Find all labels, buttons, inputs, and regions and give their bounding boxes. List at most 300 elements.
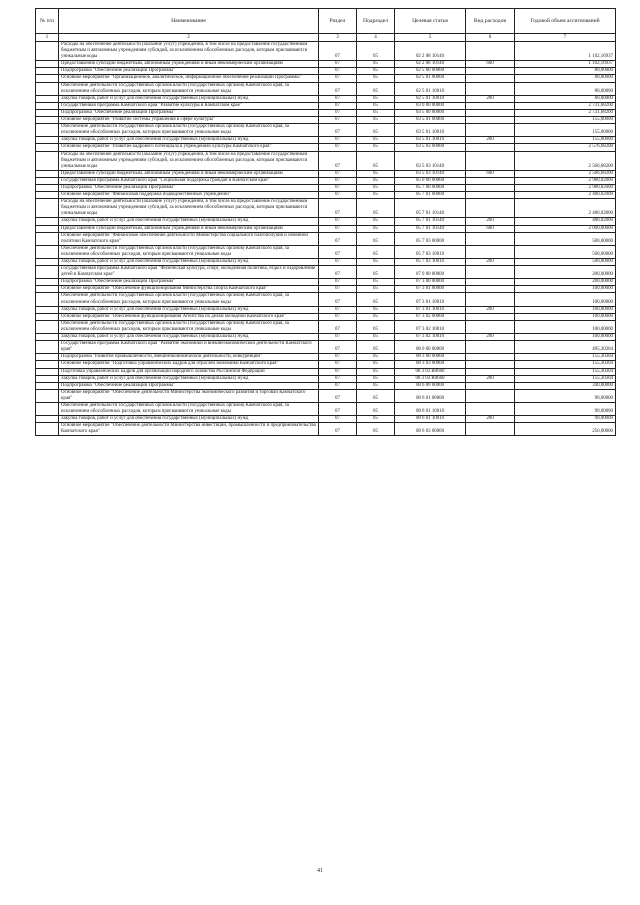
row-target-article-cell: 03 5 01 10010	[395, 137, 466, 144]
row-number-cell	[36, 382, 59, 389]
row-razdel-cell: 07	[319, 279, 357, 286]
row-razdel-cell: 07	[319, 320, 357, 333]
row-razdel-cell: 07	[319, 334, 357, 341]
row-podrazdel-cell: 05	[357, 95, 395, 102]
row-razdel-cell: 07	[319, 137, 357, 144]
row-target-article-cell: 05 7 03 00000	[395, 232, 466, 245]
row-expense-type-cell	[466, 144, 515, 151]
row-amount-cell: 2 566,68200	[515, 151, 616, 170]
row-razdel-cell: 07	[319, 68, 357, 75]
row-number-cell	[36, 266, 59, 279]
row-podrazdel-cell: 05	[357, 144, 395, 151]
column-number: 1	[36, 34, 59, 42]
column-number: 3	[319, 34, 357, 42]
table-row	[36, 95, 616, 102]
row-amount-cell: 100,00000	[515, 286, 616, 293]
row-target-article-cell: 08 6 01 10010	[395, 402, 466, 415]
table-row	[36, 266, 616, 279]
row-name-cell: Обеспечение деятельности государственных органов власти (государственных органов) Камчатского края, за исключением обособленных расходов, которым присваиваются уникальные коды	[59, 82, 319, 95]
row-expense-type-cell	[466, 192, 515, 199]
row-name-cell: Подпрограмма "Обеспечение реализации Программы"	[59, 184, 319, 191]
table-row	[36, 382, 616, 389]
row-target-article-cell: 02 2 08 10140	[395, 61, 466, 68]
row-name-cell: Основное мероприятие "Обеспечение функционирования Агентства по делам молодежи Камчатского края"	[59, 313, 319, 320]
row-razdel-cell: 07	[319, 341, 357, 354]
row-name-cell: Основное мероприятие "Финансовое обеспечение деятельности Министерства социального благополучия и семейной политики Камчатского края"	[59, 232, 319, 245]
row-razdel-cell: 07	[319, 124, 357, 137]
row-expense-type-cell	[466, 117, 515, 124]
row-number-cell	[36, 293, 59, 306]
row-amount-cell: 500,00000	[515, 259, 616, 266]
row-podrazdel-cell: 05	[357, 232, 395, 245]
row-expense-type-cell	[466, 423, 515, 436]
row-expense-type-cell	[466, 151, 515, 170]
row-name-cell: Расходы на обеспечение деятельности (оказание услуг) учреждений, в том числе на предоставление государственным бюджетным и автономным учреждениям субсидий, за исключением обособленных расходов, которым присваиваются уникальные коды	[59, 42, 319, 61]
table-row	[36, 423, 616, 436]
row-number-cell	[36, 199, 59, 218]
budget-allocation-table	[35, 8, 616, 436]
row-name-cell: Расходы на обеспечение деятельности (оказание услуг) учреждений, в том числе на предоставление государственным бюджетным и автономным учреждениям субсидий, за исключением обособленных расходов, которым присваиваются уникальные коды	[59, 151, 319, 170]
table-row	[36, 368, 616, 375]
row-name-cell: Основное мероприятие "Финансовая поддержка подведомственных учреждений"	[59, 192, 319, 199]
row-number-cell	[36, 102, 59, 109]
table-row	[36, 313, 616, 320]
row-podrazdel-cell: 05	[357, 245, 395, 258]
row-name-cell: Обеспечение деятельности государственных органов власти (государственных органов) Камчатского края, за исключением обособленных расходов, которым присваиваются уникальные коды	[59, 124, 319, 137]
row-podrazdel-cell: 05	[357, 117, 395, 124]
table-row	[36, 225, 616, 232]
row-expense-type-cell: 600	[466, 170, 515, 177]
row-podrazdel-cell: 05	[357, 306, 395, 313]
row-expense-type-cell: 200	[466, 375, 515, 382]
row-podrazdel-cell: 05	[357, 382, 395, 389]
table-row	[36, 232, 616, 245]
row-razdel-cell: 07	[319, 232, 357, 245]
row-expense-type-cell	[466, 320, 515, 333]
page-number: 41	[317, 868, 323, 874]
row-razdel-cell: 07	[319, 95, 357, 102]
row-target-article-cell: 08 3 03 R0660	[395, 375, 466, 382]
row-target-article-cell: 03 5 00 00000	[395, 109, 466, 116]
table-row	[36, 320, 616, 333]
column-number: 4	[357, 34, 395, 42]
row-podrazdel-cell: 05	[357, 68, 395, 75]
row-expense-type-cell	[466, 184, 515, 191]
row-target-article-cell: 05 7 01 00000	[395, 192, 466, 199]
row-name-cell: Предоставление субсидий бюджетным, автономным учреждениям и иным некоммерческим организациям	[59, 225, 319, 232]
row-razdel-cell: 07	[319, 313, 357, 320]
row-expense-type-cell: 200	[466, 95, 515, 102]
row-number-cell	[36, 416, 59, 423]
row-name-cell: Закупка товаров, работ и услуг для обеспечения государственных (муниципальных) нужд	[59, 375, 319, 382]
row-name-cell: Закупка товаров, работ и услуг для обеспечения государственных (муниципальных) нужд	[59, 137, 319, 144]
row-amount-cell: 155,30304	[515, 361, 616, 368]
row-number-cell	[36, 320, 59, 333]
row-number-cell	[36, 341, 59, 354]
row-name-cell: Подпрограмма "Обеспечение реализации Программы"	[59, 68, 319, 75]
row-podrazdel-cell: 05	[357, 42, 395, 61]
header-expense-type: Вид расходов	[466, 9, 515, 34]
row-number-cell	[36, 286, 59, 293]
row-expense-type-cell	[466, 354, 515, 361]
row-number-cell	[36, 124, 59, 137]
row-number-cell	[36, 402, 59, 415]
table-row	[36, 68, 616, 75]
row-podrazdel-cell: 05	[357, 170, 395, 177]
row-podrazdel-cell: 05	[357, 293, 395, 306]
row-expense-type-cell	[466, 75, 515, 82]
row-name-cell: Подпрограмма "Обеспечение реализации Программы"	[59, 109, 319, 116]
row-podrazdel-cell: 05	[357, 82, 395, 95]
row-number-cell	[36, 259, 59, 266]
column-number: 5	[395, 34, 466, 42]
row-expense-type-cell: 200	[466, 259, 515, 266]
row-name-cell: Государственная программа Камчатского края "Физическая культура, спорт, молодежная политика, отдых и оздоровление детей в Камчатском крае"	[59, 266, 319, 279]
table-row	[36, 42, 616, 61]
row-expense-type-cell	[466, 313, 515, 320]
row-amount-cell: 90,00000	[515, 402, 616, 415]
row-target-article-cell: 07 3 02 00000	[395, 313, 466, 320]
row-amount-cell: 80,00000	[515, 75, 616, 82]
row-target-article-cell: 08 6 03 00000	[395, 423, 466, 436]
row-podrazdel-cell: 05	[357, 313, 395, 320]
row-amount-cell: 100,00000	[515, 320, 616, 333]
row-number-cell	[36, 218, 59, 225]
row-amount-cell: 155,00000	[515, 137, 616, 144]
row-expense-type-cell	[466, 245, 515, 258]
column-number-row	[36, 34, 616, 42]
row-number-cell	[36, 245, 59, 258]
row-name-cell: Основное мероприятие "Обеспечение деятельности Министерства экономического развития и торговли Камчатского края"	[59, 389, 319, 402]
table-row	[36, 354, 616, 361]
row-razdel-cell: 07	[319, 293, 357, 306]
row-amount-cell: 480,02000	[515, 218, 616, 225]
header-razdel: Раздел	[319, 9, 357, 34]
row-razdel-cell: 07	[319, 423, 357, 436]
row-expense-type-cell	[466, 368, 515, 375]
row-number-cell	[36, 306, 59, 313]
row-razdel-cell: 07	[319, 170, 357, 177]
row-number-cell	[36, 225, 59, 232]
row-razdel-cell: 07	[319, 361, 357, 368]
row-amount-cell: 100,00000	[515, 313, 616, 320]
row-expense-type-cell: 200	[466, 416, 515, 423]
table-row	[36, 184, 616, 191]
row-target-article-cell: 02 2 08 10140	[395, 42, 466, 61]
table-row	[36, 117, 616, 124]
row-amount-cell: 250,00000	[515, 423, 616, 436]
row-number-cell	[36, 95, 59, 102]
table-row	[36, 361, 616, 368]
row-target-article-cell: 03 0 00 00000	[395, 102, 466, 109]
row-expense-type-cell	[466, 402, 515, 415]
row-podrazdel-cell: 05	[357, 102, 395, 109]
row-podrazdel-cell: 05	[357, 368, 395, 375]
row-target-article-cell: 03 5 01 10010	[395, 124, 466, 137]
row-podrazdel-cell: 05	[357, 61, 395, 68]
row-number-cell	[36, 313, 59, 320]
row-target-article-cell: 07 3 01 10010	[395, 306, 466, 313]
row-target-article-cell: 02 5 01 00000	[395, 75, 466, 82]
table-row	[36, 341, 616, 354]
row-expense-type-cell	[466, 124, 515, 137]
row-amount-cell: 200,00000	[515, 266, 616, 279]
row-target-article-cell: 03 5 01 00000	[395, 117, 466, 124]
row-number-cell	[36, 184, 59, 191]
row-expense-type-cell: 200	[466, 137, 515, 144]
table-body	[36, 42, 616, 436]
row-number-cell	[36, 137, 59, 144]
row-podrazdel-cell: 05	[357, 286, 395, 293]
table-row	[36, 144, 616, 151]
row-expense-type-cell	[466, 361, 515, 368]
row-podrazdel-cell: 05	[357, 75, 395, 82]
table-row	[36, 293, 616, 306]
row-target-article-cell: 08 6 00 00000	[395, 382, 466, 389]
row-target-article-cell: 02 5 01 10010	[395, 82, 466, 95]
table-header-row	[36, 9, 616, 34]
row-name-cell: Основное мероприятие "Организационное, аналитическое, информационное обеспечение реализации Программы"	[59, 75, 319, 82]
row-number-cell	[36, 144, 59, 151]
row-podrazdel-cell: 05	[357, 259, 395, 266]
column-number: 6	[466, 34, 515, 42]
row-name-cell: Подпрограмма "Развитие промышленности, внешнеэкономической деятельности, конкуренции"	[59, 354, 319, 361]
row-amount-cell: 100,00000	[515, 334, 616, 341]
row-target-article-cell: 05 7 01 10140	[395, 218, 466, 225]
row-razdel-cell: 07	[319, 354, 357, 361]
row-name-cell: Закупка товаров, работ и услуг для обеспечения государственных (муниципальных) нужд	[59, 306, 319, 313]
row-expense-type-cell	[466, 199, 515, 218]
row-podrazdel-cell: 05	[357, 151, 395, 170]
row-razdel-cell: 07	[319, 286, 357, 293]
row-name-cell: Основное мероприятие "Обеспечение функционирования Министерства спорта Камчатского края"	[59, 286, 319, 293]
table-row	[36, 124, 616, 137]
row-razdel-cell: 07	[319, 266, 357, 279]
row-amount-cell: 80,00000	[515, 95, 616, 102]
header-target-article: Целевая статья	[395, 9, 466, 34]
row-name-cell: Обеспечение деятельности государственных органов власти (государственных органов) Камчатского края, за исключением обособленных расходов, которым присваиваются уникальные коды	[59, 402, 319, 415]
row-podrazdel-cell: 05	[357, 279, 395, 286]
row-amount-cell: 2 980,02000	[515, 184, 616, 191]
row-number-cell	[36, 75, 59, 82]
row-amount-cell: 495,30304	[515, 341, 616, 354]
table-row	[36, 137, 616, 144]
row-number-cell	[36, 177, 59, 184]
table-row	[36, 75, 616, 82]
row-target-article-cell: 08 6 01 10010	[395, 416, 466, 423]
row-number-cell	[36, 170, 59, 177]
row-name-cell: Закупка товаров, работ и услуг для обеспечения государственных (муниципальных) нужд	[59, 95, 319, 102]
row-podrazdel-cell: 05	[357, 266, 395, 279]
row-podrazdel-cell: 05	[357, 389, 395, 402]
row-razdel-cell: 07	[319, 389, 357, 402]
row-podrazdel-cell: 05	[357, 184, 395, 191]
row-razdel-cell: 07	[319, 306, 357, 313]
row-razdel-cell: 07	[319, 184, 357, 191]
row-name-cell: Обеспечение деятельности государственных органов власти (государственных органов) Камчатского края, за исключением обособленных расходов, которым присваиваются уникальные коды	[59, 320, 319, 333]
row-amount-cell: 90,00000	[515, 389, 616, 402]
row-razdel-cell: 07	[319, 402, 357, 415]
row-expense-type-cell	[466, 286, 515, 293]
row-amount-cell: 340,00000	[515, 382, 616, 389]
row-expense-type-cell	[466, 102, 515, 109]
column-number: 7	[515, 34, 616, 42]
row-podrazdel-cell: 05	[357, 416, 395, 423]
row-podrazdel-cell: 05	[357, 124, 395, 137]
row-target-article-cell: 07 3 01 00000	[395, 286, 466, 293]
row-podrazdel-cell: 05	[357, 137, 395, 144]
table-row	[36, 375, 616, 382]
row-number-cell	[36, 232, 59, 245]
row-razdel-cell: 07	[319, 375, 357, 382]
row-razdel-cell: 07	[319, 177, 357, 184]
row-podrazdel-cell: 05	[357, 354, 395, 361]
table-row	[36, 82, 616, 95]
row-amount-cell: 2 576,68200	[515, 144, 616, 151]
row-name-cell: Обеспечение деятельности государственных органов власти (государственных органов) Камчатского края, за исключением обособленных расходов, которым присваиваются уникальные коды	[59, 245, 319, 258]
row-number-cell	[36, 279, 59, 286]
row-number-cell	[36, 354, 59, 361]
row-number-cell	[36, 192, 59, 199]
table-row	[36, 192, 616, 199]
row-name-cell: Основное мероприятие "Подготовка управленческих кадров для отраслей экономики Камчатского края"	[59, 361, 319, 368]
row-razdel-cell: 07	[319, 192, 357, 199]
row-razdel-cell: 07	[319, 75, 357, 82]
row-name-cell: Предоставление субсидий бюджетным, автономным учреждениям и иным некоммерческим организациям	[59, 61, 319, 68]
row-target-article-cell: 05 7 01 10140	[395, 225, 466, 232]
row-podrazdel-cell: 05	[357, 402, 395, 415]
row-expense-type-cell	[466, 42, 515, 61]
row-name-cell: Основное мероприятие "Обеспечение деятельности Министерства инвестиций, промышленности и предпринимательства Камчатского края"	[59, 423, 319, 436]
row-expense-type-cell: 200	[466, 218, 515, 225]
row-amount-cell: 2 480,02000	[515, 192, 616, 199]
row-name-cell: Подпрограмма "Обеспечение реализации Программы"	[59, 279, 319, 286]
row-razdel-cell: 07	[319, 368, 357, 375]
row-expense-type-cell	[466, 82, 515, 95]
row-name-cell: Государственная программа Камчатского края "Развитие экономики и внешнеэкономической деятельности Камчатского края"	[59, 341, 319, 354]
row-podrazdel-cell: 05	[357, 334, 395, 341]
row-name-cell: Закупка товаров, работ и услуг для обеспечения государственных (муниципальных) нужд	[59, 218, 319, 225]
table-row	[36, 109, 616, 116]
row-expense-type-cell	[466, 293, 515, 306]
row-expense-type-cell	[466, 109, 515, 116]
row-expense-type-cell	[466, 382, 515, 389]
row-target-article-cell: 03 5 03 10140	[395, 151, 466, 170]
row-razdel-cell: 07	[319, 199, 357, 218]
row-razdel-cell: 07	[319, 218, 357, 225]
table-row	[36, 151, 616, 170]
row-target-article-cell: 03 5 03 10140	[395, 170, 466, 177]
row-target-article-cell: 08 6 01 00000	[395, 389, 466, 402]
row-target-article-cell: 05 7 00 00000	[395, 184, 466, 191]
row-razdel-cell: 07	[319, 151, 357, 170]
row-target-article-cell: 05 7 03 10010	[395, 245, 466, 258]
row-name-cell: Подготовка управленческих кадров для организаций народного хозяйства Российской Федерации	[59, 368, 319, 375]
table-row	[36, 416, 616, 423]
row-razdel-cell: 07	[319, 225, 357, 232]
header-number: № п/п	[36, 9, 59, 34]
row-razdel-cell: 07	[319, 416, 357, 423]
row-name-cell: Закупка товаров, работ и услуг для обеспечения государственных (муниципальных) нужд	[59, 416, 319, 423]
table-row	[36, 218, 616, 225]
row-podrazdel-cell: 05	[357, 218, 395, 225]
row-amount-cell: 90,00000	[515, 416, 616, 423]
row-expense-type-cell: 200	[466, 334, 515, 341]
row-amount-cell: 100,00000	[515, 306, 616, 313]
row-podrazdel-cell: 05	[357, 320, 395, 333]
row-name-cell: Основное мероприятие "Развитие системы управления в сфере культуры"	[59, 117, 319, 124]
table-row	[36, 177, 616, 184]
table-row	[36, 334, 616, 341]
row-amount-cell: 200,00000	[515, 279, 616, 286]
table-row	[36, 170, 616, 177]
row-number-cell	[36, 368, 59, 375]
row-razdel-cell: 07	[319, 82, 357, 95]
table-row	[36, 286, 616, 293]
row-name-cell: Государственная программа Камчатского края "Социальная поддержка граждан в Камчатском крае"	[59, 177, 319, 184]
header-annual-amount: Годовой объем ассигнований	[515, 9, 616, 34]
table-row	[36, 402, 616, 415]
row-razdel-cell: 07	[319, 61, 357, 68]
row-name-cell: Обеспечение деятельности государственных органов власти (государственных органов) Камчатского края, за исключением обособленных расходов, которым присваиваются уникальные коды	[59, 293, 319, 306]
row-razdel-cell: 07	[319, 382, 357, 389]
row-target-article-cell: 07 3 02 10010	[395, 320, 466, 333]
row-podrazdel-cell: 05	[357, 225, 395, 232]
row-razdel-cell: 07	[319, 109, 357, 116]
row-podrazdel-cell: 05	[357, 109, 395, 116]
row-expense-type-cell	[466, 389, 515, 402]
table-row	[36, 245, 616, 258]
row-number-cell	[36, 151, 59, 170]
row-razdel-cell: 07	[319, 42, 357, 61]
table-row	[36, 259, 616, 266]
row-target-article-cell: 08 0 00 00000	[395, 341, 466, 354]
row-amount-cell: 1 102,16937	[515, 42, 616, 61]
row-podrazdel-cell: 05	[357, 192, 395, 199]
row-number-cell	[36, 361, 59, 368]
row-target-article-cell: 08 3 00 00000	[395, 354, 466, 361]
row-amount-cell: 155,30304	[515, 375, 616, 382]
row-target-article-cell: 07 3 01 10010	[395, 293, 466, 306]
row-amount-cell: 80,00000	[515, 68, 616, 75]
row-name-cell: Предоставление субсидий бюджетным, автономным учреждениям и иным некоммерческим организациям	[59, 170, 319, 177]
row-expense-type-cell	[466, 266, 515, 279]
row-razdel-cell: 07	[319, 117, 357, 124]
row-amount-cell: 80,00000	[515, 82, 616, 95]
row-podrazdel-cell: 05	[357, 375, 395, 382]
row-expense-type-cell	[466, 232, 515, 245]
row-number-cell	[36, 82, 59, 95]
row-podrazdel-cell: 05	[357, 341, 395, 354]
row-name-cell: Закупка товаров, работ и услуг для обеспечения государственных (муниципальных) нужд	[59, 259, 319, 266]
row-name-cell: Закупка товаров, работ и услуг для обеспечения государственных (муниципальных) нужд	[59, 334, 319, 341]
row-amount-cell: 2 980,02000	[515, 177, 616, 184]
row-amount-cell: 155,30304	[515, 368, 616, 375]
row-expense-type-cell	[466, 341, 515, 354]
row-target-article-cell: 07 3 02 10010	[395, 334, 466, 341]
row-target-article-cell: 08 3 03 00000	[395, 361, 466, 368]
row-razdel-cell: 07	[319, 144, 357, 151]
row-number-cell	[36, 68, 59, 75]
row-number-cell	[36, 389, 59, 402]
row-amount-cell: 100,00000	[515, 293, 616, 306]
table-row	[36, 389, 616, 402]
row-expense-type-cell	[466, 177, 515, 184]
row-expense-type-cell: 200	[466, 306, 515, 313]
row-name-cell: Основное мероприятие "Развитие кадрового потенциала в учреждениях культуры Камчатского края"	[59, 144, 319, 151]
row-name-cell: Расходы на обеспечение деятельности (оказание услуг) учреждений, в том числе на предоставление государственным бюджетным и автономным учреждениям субсидий, за исключением обособленных расходов, которым присваиваются уникальные коды	[59, 199, 319, 218]
row-podrazdel-cell: 05	[357, 361, 395, 368]
